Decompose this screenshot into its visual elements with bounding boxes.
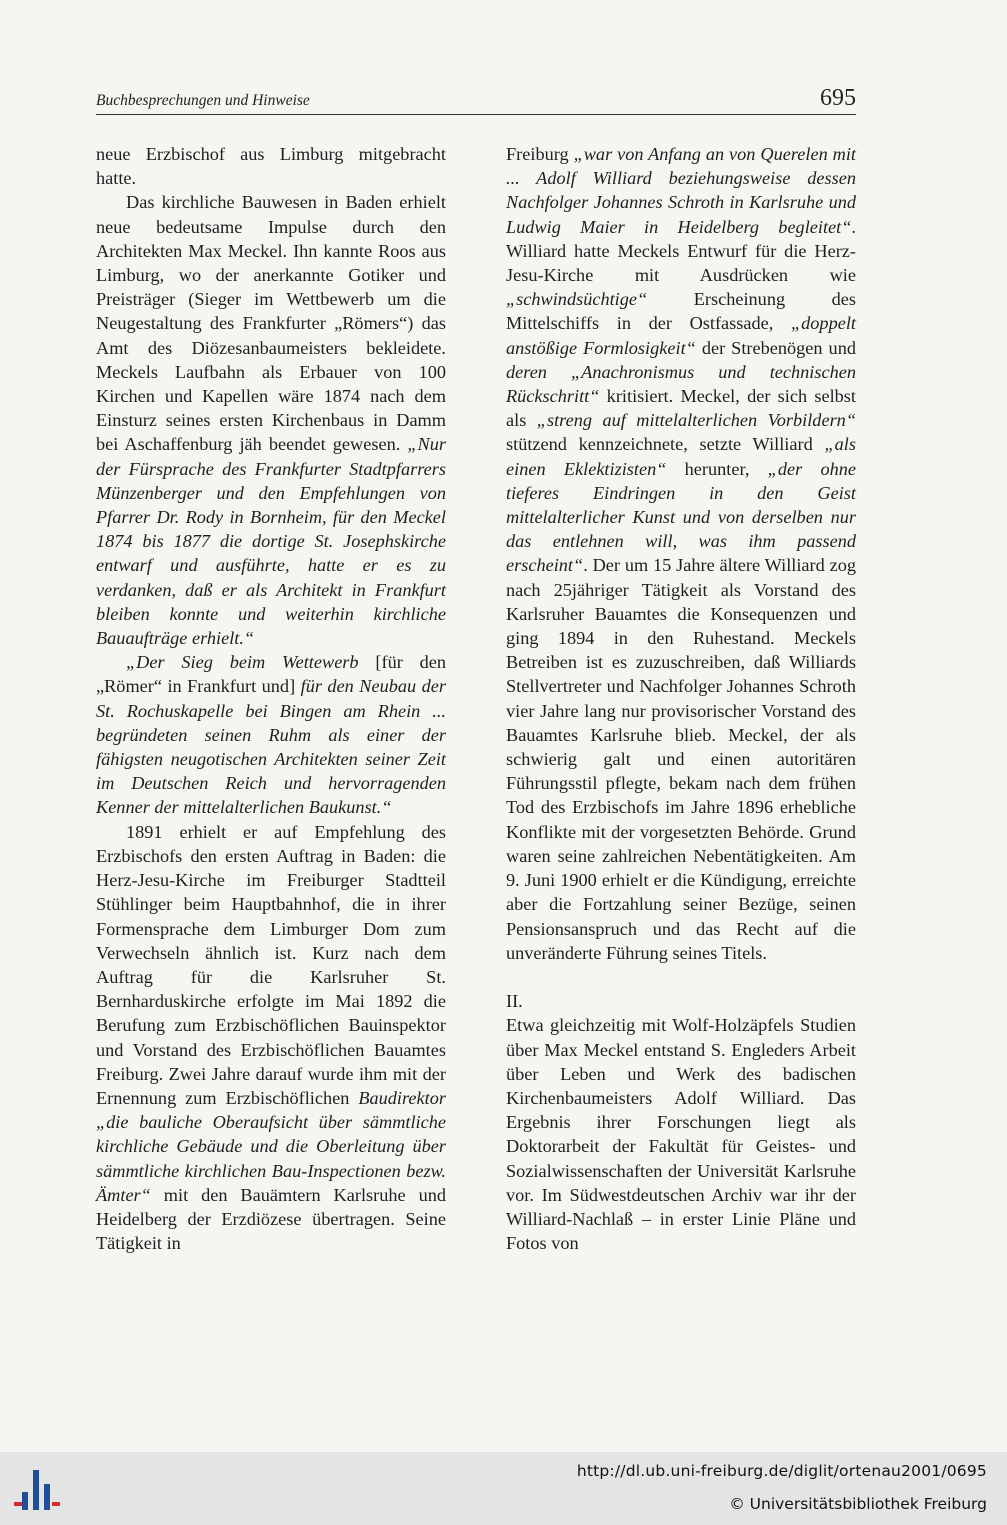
paragraph <box>506 989 856 1013</box>
page-header <box>96 84 856 115</box>
italic-quote: „doppelt anstößige Formlosigkeit“ <box>506 313 856 358</box>
text-run: II. <box>506 991 523 1012</box>
text-run: mit den Bauämtern Karlsruhe und Heidelberg der Erzdiözese übertragen. Seine Tätigkeit in <box>96 1184 446 1254</box>
copyright-notice: © Universitätsbibliothek Freiburg <box>729 1495 987 1513</box>
text-run: . Williard hatte Meckels Entwurf für die Herz-Jesu-Kirche mit Ausdrücken wie <box>506 216 856 286</box>
paragraph <box>96 142 446 190</box>
italic-quote: „Der Sieg beim Wettewerb <box>126 652 376 673</box>
italic-quote: „war von Anfang an von Querelen mit ... Adolf Williard beziehungsweise dessen Nachfolger Johannes Schroth in Karlsruhe und Ludwig Maier in Heidelberg begleitet“ <box>506 144 856 237</box>
paragraph <box>96 820 446 1256</box>
italic-quote: deren „Anachronismus und technischen Rückschritt“ <box>506 361 856 407</box>
text-run: 1891 erhielt er auf Empfehlung des Erzbischofs den ersten Auftrag in Baden: die Herz-Jesu-Kirche im Freiburger Stadtteil Stühlinger beim Hauptbahnhof, die in ihrer Formensprache dem Limburger Dom zum Verwechseln ähnlich ist. Kurz nach dem Auftrag für die Karlsruher St. Bernharduskirche erfolgte im Mai 1892 die Berufung zum Erzbischöflichen Bauinspektor und Vorstand des Erzbischöflichen Bauamtes Freiburg. Zwei Jahre darauf wurde ihm mit der Ernennung zum Erzbischöflichen <box>96 821 446 1108</box>
italic-quote: Baudirektor „die bauliche Oberaufsicht über sämmtliche kirchliche Gebäude und die Oberleitung über sämmtliche kirchlichen Bau-Inspectionen bezw. Ämter“ <box>96 1087 446 1205</box>
text-run: kritisiert. Meckel, der sich selbst als <box>506 386 856 431</box>
paragraph-gap <box>506 965 856 989</box>
paragraph <box>96 190 446 650</box>
paragraph <box>506 1013 856 1255</box>
text-run: Erscheinung des Mittelschiffs in der Ostfassade, <box>506 289 856 334</box>
viewer-footer <box>0 1452 1007 1525</box>
text-run: Freiburg <box>506 144 574 164</box>
text-run: neue Erzbischof aus Limburg mitgebracht hatte. <box>96 144 446 189</box>
italic-quote: „der ohne tieferes Eindringen in den Geist mittelalterlicher Kunst und von derselben nur das entlehnen will, was ihm passend erscheint“ <box>506 458 856 576</box>
text-column-right <box>506 142 856 1255</box>
text-column-left <box>96 142 446 1255</box>
italic-quote: „Nur der Fürsprache des Frankfurter Stadtpfarrers Münzenberger und den Empfehlungen von Pfarrer Dr. Rody in Bornheim, für den Meckel 1874 bis 1877 die dortige St. Josephskirche entwarf und ausführte, hatte er es zu verdanken, daß er als Architekt in Frankfurt bleiben konnte und weiterhin kirchliche Bauaufträge erhielt.“ <box>96 434 446 649</box>
source-url-link[interactable]: http://dl.ub.uni-freiburg.de/diglit/ortenau2001/0695 <box>576 1462 987 1480</box>
text-run: der Strebenögen und <box>695 337 856 358</box>
italic-quote: „streng auf mittelalterlichen Vorbildern“ <box>536 410 856 431</box>
text-run: [für den „Römer“ in Frankfurt und] <box>96 652 447 697</box>
page-number: 695 <box>820 85 856 111</box>
italic-quote: für den Neubau der St. Rochuskapelle bei Bingen am Rhein ... begründeten seinen Ruhm als einer der fähigsten neugotischen Architekten seiner Zeit im Deutschen Reich und hervorragenden Kenner der mittelalterlichen Baukunst.“ <box>96 676 446 818</box>
paragraph <box>506 142 856 965</box>
text-run: stützend kennzeichnete, setzte Williard <box>506 434 825 455</box>
text-run: . Der um 15 Jahre ältere Williard zog nach 25jähriger Tätigkeit als Vorstand des Karlsruher Bauamtes die Konsequenzen und ging 1894 in den Ruhestand. Meckels Betreiben ist es zuzuschreiben, daß Williards Stellvertreter und Nachfolger Johannes Schroth vier Jahre lang nur provisorischer Vorstand des Bauamtes Karlsruhe blieb. Meckel, der als schwierig galt und einen autoritären Führungsstil pflegte, bekam nach dem frühen Tod des Erzbischofs im Jahre 1896 erhebliche Konflikte mit der vorgesetzten Behörde. Grund waren seine zahlreichen Nebentätigkeiten. Am 9. Juni 1900 erhielt er die Kündigung, erreichte aber die Fortzahlung seiner Bezüge, seinen Pensionsanspruch und das Recht auf die unveränderte Führung seines Titels. <box>506 555 856 963</box>
text-run: Das kirchliche Bauwesen in Baden erhielt neue bedeutsame Impulse durch den Architekten Max Meckel. Ihn kannte Roos aus Limburg, wo der anerkannte Gotiker und Preisträger (Sieger im Wettbewerb um die Neugestaltung des Frankfurter „Römers“) das Amt des Diözesanbaumeisters bekleidete. Meckels Laufbahn als Erbauer von 100 Kirchen und Kapellen wäre 1874 nach dem Einsturz seines ersten Kirchenbaus in Damm bei Aschaffenburg jäh beendet gewesen. <box>96 192 446 455</box>
ub-freiburg-logo-icon[interactable] <box>12 1464 64 1516</box>
italic-quote: „schwindsüchtige“ <box>506 289 648 310</box>
paragraph <box>96 650 446 819</box>
text-run: herunter, <box>666 458 768 479</box>
text-run: Etwa gleichzeitig mit Wolf-Holzäpfels Studien über Max Meckel entstand S. Engleders Arbeit über Leben und Werk des badischen Kirchenbaumeisters Adolf Williard. Das Ergebnis ihrer Forschungen liegt als Doktorarbeit der Fakultät für Geistes- und Sozialwissenschaften der Universität Karlsruhe vor. Im Südwestdeutschen Archiv war ihr der Williard-Nachlaß – in erster Linie Pläne und Fotos von <box>506 1015 856 1254</box>
italic-quote: „als einen Eklektizisten“ <box>506 434 856 479</box>
running-title: Buchbesprechungen und Hinweise <box>96 92 310 109</box>
